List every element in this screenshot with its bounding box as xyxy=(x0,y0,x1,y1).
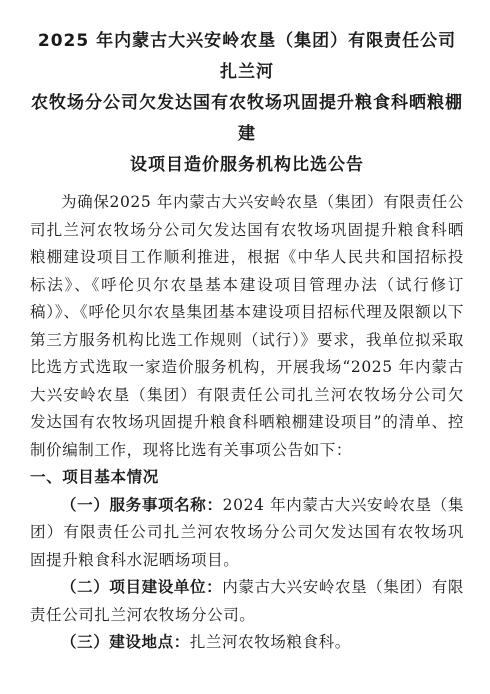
document-body xyxy=(30,189,464,657)
item-label: （二）项目建设单位： xyxy=(61,578,223,596)
intro-paragraph: 为确保2025 年内蒙古大兴安岭农垦（集团）有限责任公司扎兰河农牧场分公司欠发达国有农牧场巩固提升粮食科晒粮棚建设项目工作顺利推进，根据《中华人民共和国招标投标法》、《呼伦贝尔农垦基本建设项目管理办法（试行修订稿）》、《呼伦贝尔农垦集团基本建设项目招标代理及限额以下第三方服务机构比选工作规则（试行）》要求，我单位拟采取比选方式选取一家造价服务机构，开展我场“2025 年内蒙古大兴安岭农垦（集团）有限责任公司扎兰河农牧场分公司欠发达国有农牧场巩固提升粮食科晒粮棚建设项目”的清单、控制价编制工作，现将比选有关事项公告如下： xyxy=(30,193,464,459)
item-text: 2024 年内蒙古大兴安岭农垦（集团）有限责任公司扎兰河农牧场分公司欠发达国有农牧场巩固提升粮食科水泥晒场项目。 xyxy=(30,495,464,569)
document-title xyxy=(30,26,464,181)
item-text: 内蒙古大兴安岭农垦（集团）有限责任公司扎兰河农牧场分公司。 xyxy=(30,578,464,624)
title-line-3: 设项目造价服务机构比选公告 xyxy=(130,155,364,175)
item-label: （三）建设地点： xyxy=(61,633,190,651)
item-service-name xyxy=(30,492,464,575)
item-construction-unit xyxy=(30,574,464,629)
section-heading-project-info: 一、项目基本情况 xyxy=(30,468,159,486)
item-construction-site xyxy=(30,629,464,657)
title-line-1: 2025 年内蒙古大兴安岭农垦（集团）有限责任公司扎兰河 xyxy=(37,31,457,82)
item-label: （一）服务事项名称： xyxy=(61,495,223,514)
title-line-2: 农牧场分公司欠发达国有农牧场巩固提升粮食科晒粮棚建 xyxy=(31,93,463,144)
item-text: 扎兰河农牧场粮食科。 xyxy=(189,633,351,651)
